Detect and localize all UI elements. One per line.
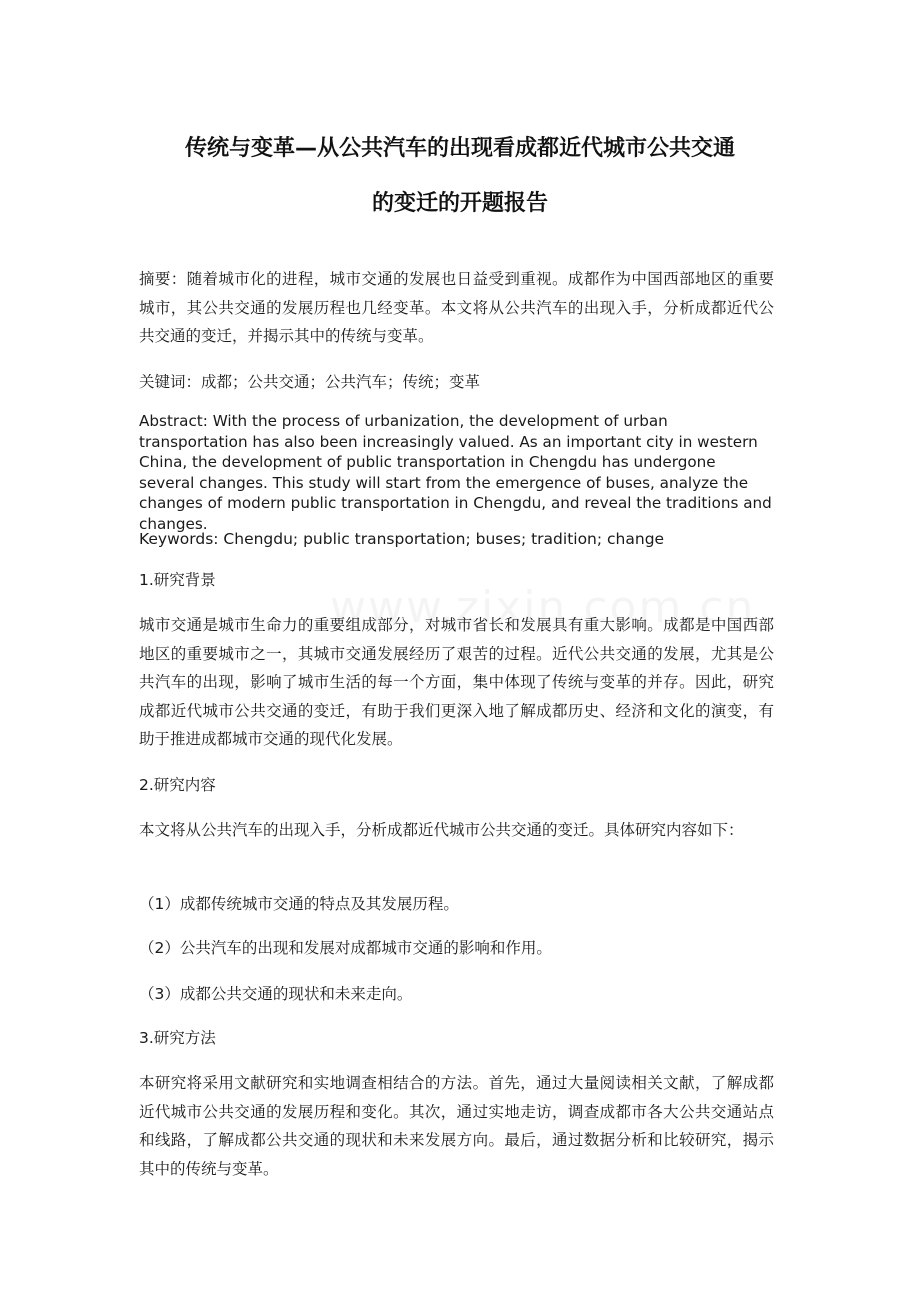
content-list-item-2: （2）公共汽车的出现和发展对成都城市交通的影响和作用。 xyxy=(139,939,552,957)
document-title-line-2: 的变迁的开题报告 xyxy=(371,191,548,216)
keywords-english: Keywords: Chengdu; public transportation; buses; tradition; change xyxy=(139,530,665,548)
section-body-method: 本研究将采用文献研究和实地调查相结合的方法。首先，通过大量阅读相关文献，了解成都近代城市公共交通的发展历程和变化。其次，通过实地走访，调查成都市各大公共交通站点和线路，了解成都公共交通的现状和未来发展方向。最后，通过数据分析和比较研究，揭示其中的传统与变革。 xyxy=(139,1074,774,1178)
abstract-chinese: 摘要：随着城市化的进程，城市交通的发展也日益受到重视。成都作为中国西部地区的重要城市，其公共交通的发展历程也几经变革。本文将从公共汽车的出现入手，分析成都近代公共交通的变迁，并揭示其中的传统与变革。 xyxy=(139,270,774,345)
abstract-english: Abstract: With the process of urbanization, the development of urban transportation has also been increasingly valued. As an important city in western China, the development of public transportation in Chengdu has undergone several changes. This study will start from the emergence of buses, analyze the changes of modern public transportation in Chengdu, and reveal the traditions and changes. xyxy=(139,412,772,533)
keywords-chinese: 关键词：成都；公共交通；公共汽车；传统；变革 xyxy=(139,373,481,391)
document-title-line-1: 传统与变革—从公共汽车的出现看成都近代城市公共交通 xyxy=(184,136,735,161)
content-list-item-3: （3）成都公共交通的现状和未来走向。 xyxy=(139,985,413,1003)
section-heading-content: 2.研究内容 xyxy=(139,776,216,794)
section-heading-method: 3.研究方法 xyxy=(139,1029,216,1047)
content-list-item-1: （1）成都传统城市交通的特点及其发展历程。 xyxy=(139,895,459,913)
section-heading-background: 1.研究背景 xyxy=(139,571,216,589)
section-body-content: 本文将从公共汽车的出现入手，分析成都近代城市公共交通的变迁。具体研究内容如下： xyxy=(139,821,744,839)
section-body-background: 城市交通是城市生命力的重要组成部分，对城市省长和发展具有重大影响。成都是中国西部地区的重要城市之一，其城市交通发展经历了艰苦的过程。近代公共交通的发展，尤其是公共汽车的出现，影响了城市生活的每一个方面，集中体现了传统与变革的并存。因此，研究成都近代城市公共交通的变迁，有助于我们更深入地了解成都历史、经济和文化的演变，有助于推进成都城市交通的现代化发展。 xyxy=(139,616,774,748)
